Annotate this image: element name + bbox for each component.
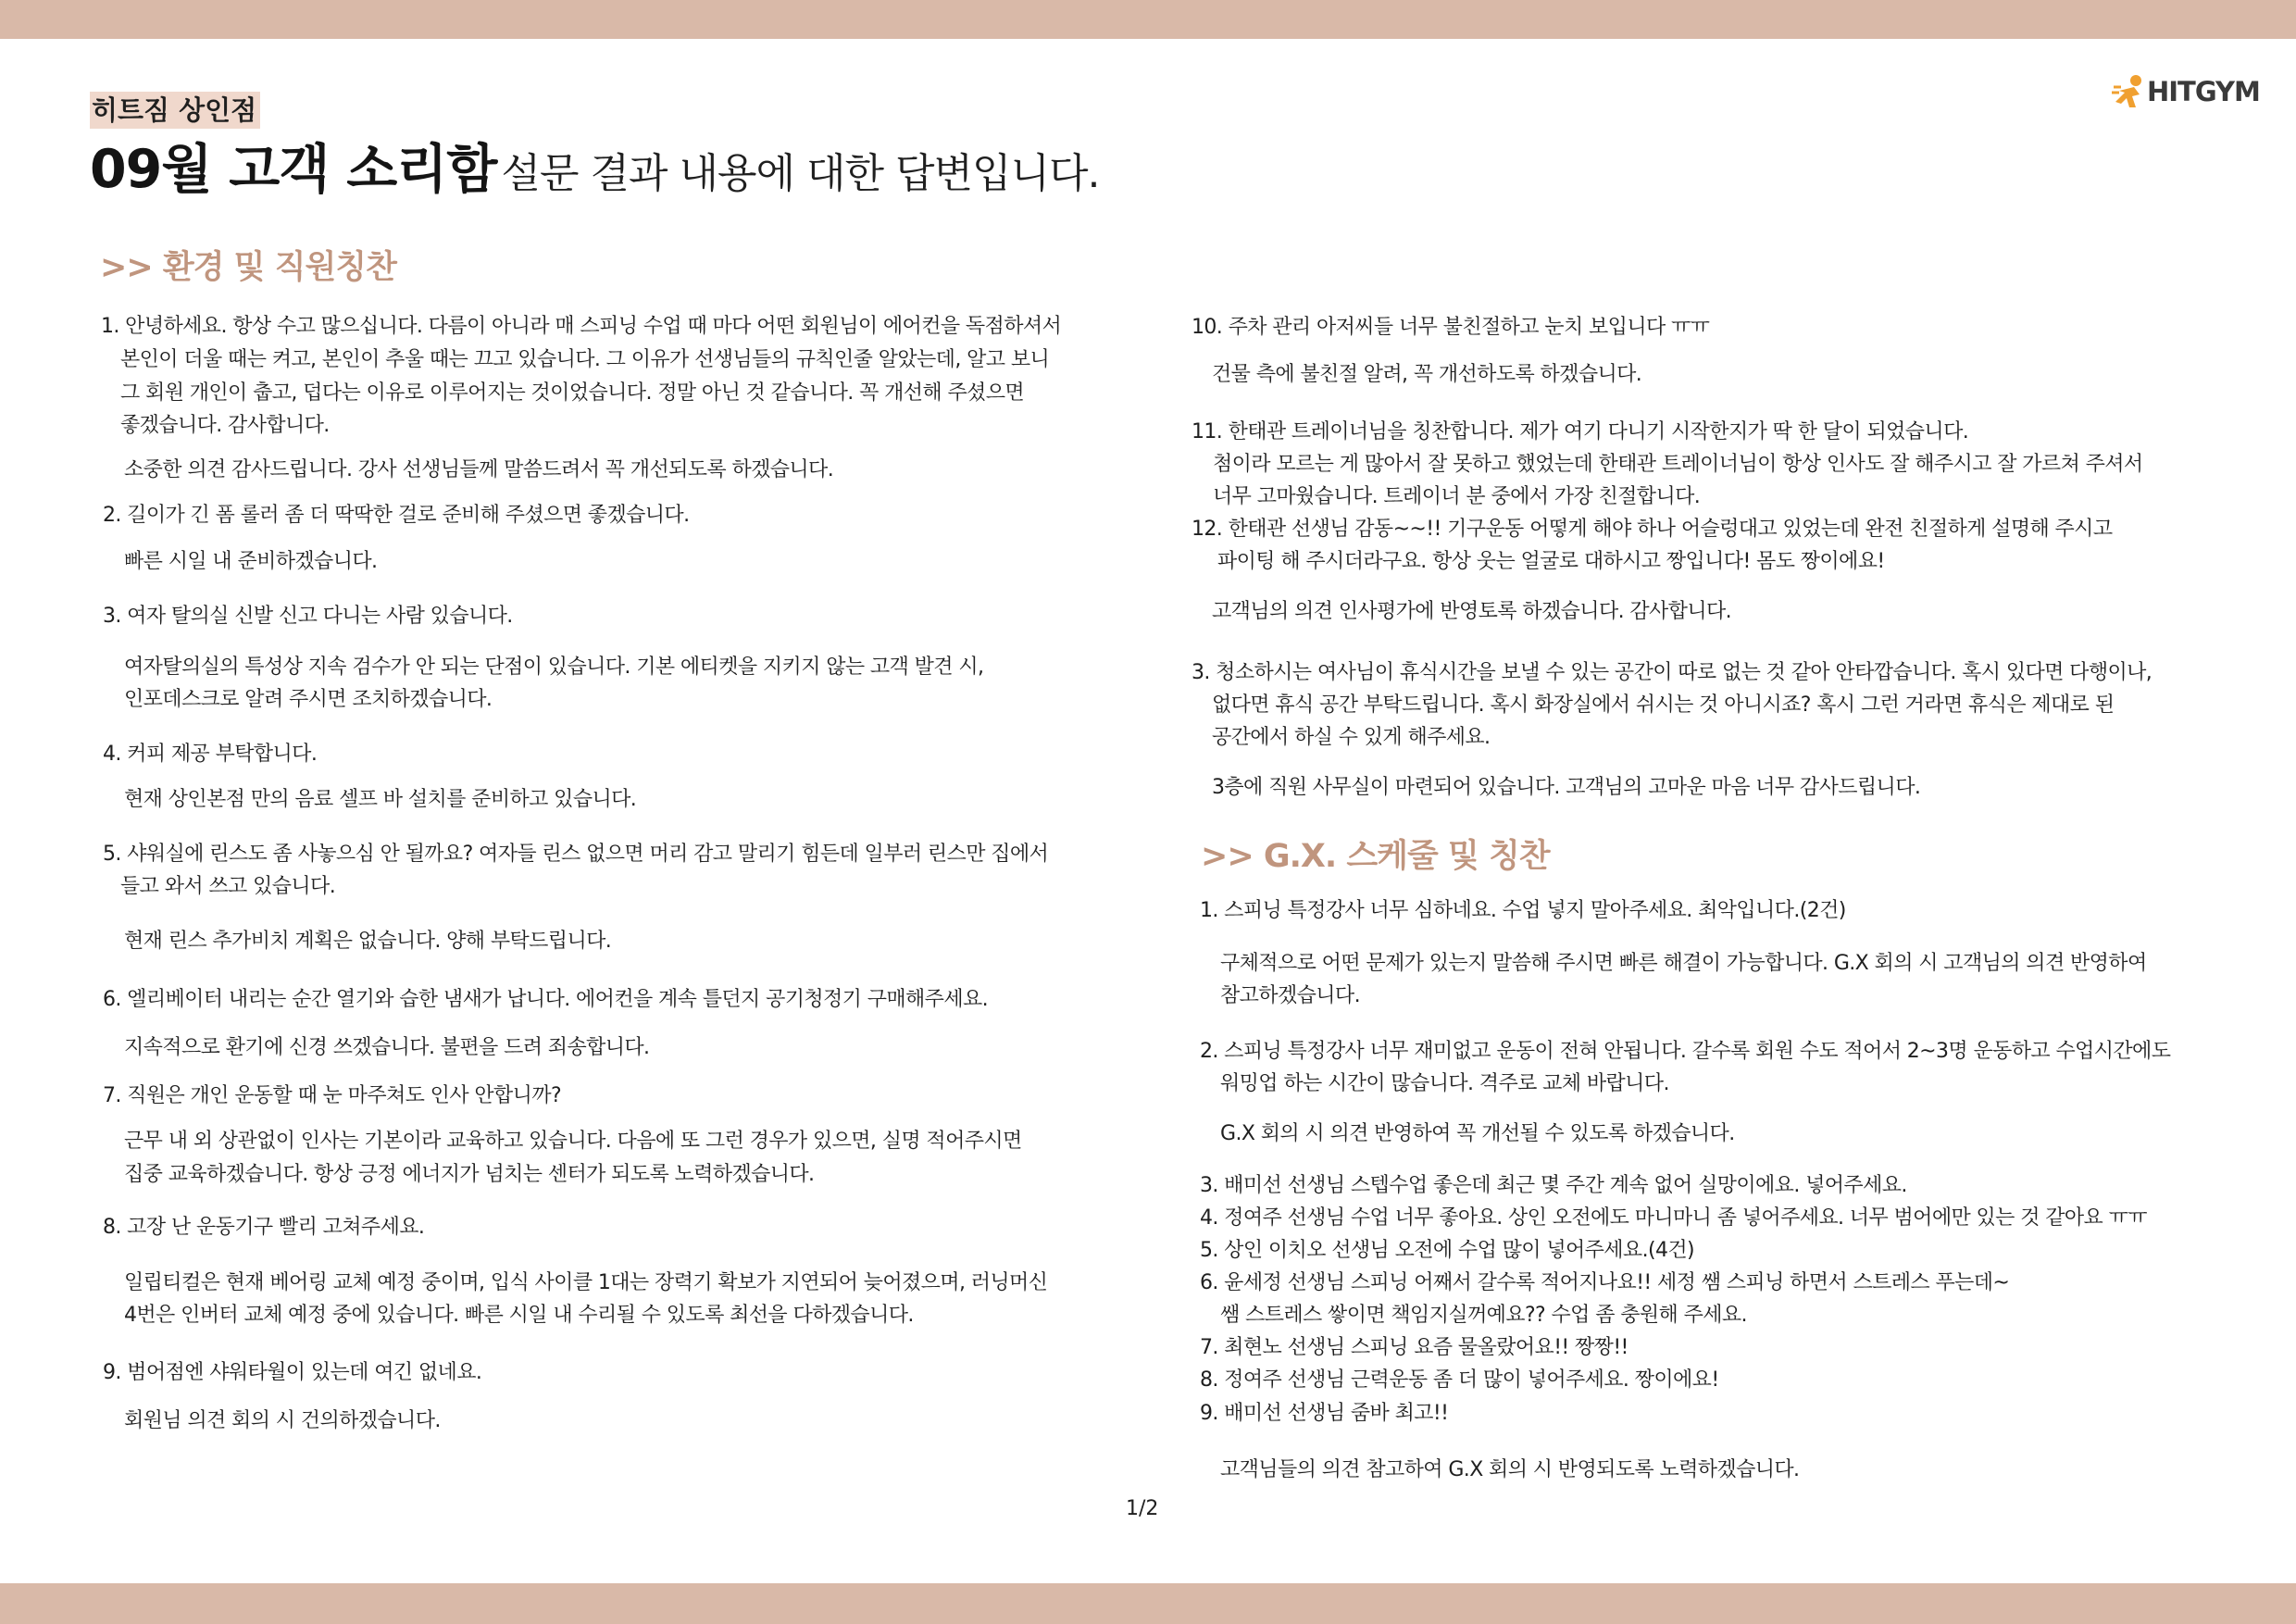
section-gx-title: >> G.X. 스케줄 및 칭찬: [1201, 838, 1550, 875]
title-main: 09월 고객 소리함: [90, 139, 497, 200]
left-answer: 일립티컬은 현재 베어링 교체 예정 중이며, 입식 사이클 1대는 장력기 확보가 지연되어 늦어졌으며, 러닝머신: [124, 1271, 1048, 1294]
left-line: 본인이 더울 때는 켜고, 본인이 추울 때는 끄고 있습니다. 그 이유가 선생님들의 규칙인줄 알았는데, 알고 보니: [120, 348, 1050, 371]
right-line: 첨이라 모르는 게 많아서 잘 못하고 했었는데 한태관 트레이너님이 항상 인사도 잘 해주시고 잘 가르쳐 주셔서: [1213, 453, 2143, 476]
left-line: 3. 여자 탈의실 신발 신고 다니는 사람 있습니다.: [103, 605, 513, 628]
right-answer: 고객님의 의견 인사평가에 반영토록 하겠습니다. 감사합니다.: [1212, 600, 1732, 623]
bottom-band: [0, 1583, 2296, 1624]
left-answer: 근무 내 외 상관없이 인사는 기본이라 교육하고 있습니다. 다음에 또 그런 경우가 있으면, 실명 적어주시면: [124, 1130, 1022, 1153]
store-name: 히트짐 상인점: [90, 92, 260, 129]
left-answer: 4번은 인버터 교체 예정 중에 있습니다. 빠른 시일 내 수리될 수 있도록 최선을 다하겠습니다.: [124, 1304, 914, 1327]
right-line: 공간에서 하실 수 있게 해주세요.: [1212, 726, 1491, 749]
left-line: 1. 안녕하세요. 항상 수고 많으십니다. 다름이 아니라 매 스피닝 수업 때 마다 어떤 회원님이 에어컨을 독점하셔서: [101, 315, 1062, 338]
hitgym-logo: [2112, 72, 2260, 111]
right-line: 1. 스피닝 특정강사 너무 심하네요. 수업 넣지 말아주세요. 최악입니다.(2건): [1200, 899, 1846, 922]
section-env-title: >> 환경 및 직원칭찬: [100, 249, 396, 286]
right-line: 너무 고마웠습니다. 트레이너 분 중에서 가장 친절합니다.: [1213, 485, 1701, 508]
right-line: 11. 한태관 트레이너님을 칭찬합니다. 제가 여기 다니기 시작한지가 딱 한 달이 되었습니다.: [1192, 420, 1969, 443]
left-line: 좋겠습니다. 감사합니다.: [120, 414, 330, 437]
left-answer: 빠른 시일 내 준비하겠습니다.: [124, 550, 378, 573]
right-line: 12. 한태관 선생님 감동~~!! 기구운동 어떻게 해야 하나 어슬렁대고 있었는데 완전 친절하게 설명해 주시고: [1192, 518, 2113, 541]
right-line: 8. 정여주 선생님 근력운동 좀 더 많이 넣어주세요. 짱이에요!: [1200, 1368, 1719, 1392]
left-answer: 현재 린스 추가비치 계획은 없습니다. 양해 부탁드립니다.: [124, 930, 612, 953]
right-line: 10. 주차 관리 아저씨들 너무 불친절하고 눈치 보입니다 ㅠㅠ: [1192, 316, 1710, 339]
right-answer: 고객님들의 의견 참고하여 G.X 회의 시 반영되도록 노력하겠습니다.: [1220, 1458, 1800, 1481]
runner-icon: [2112, 72, 2149, 111]
left-line: 2. 길이가 긴 폼 롤러 좀 더 딱딱한 걸로 준비해 주셨으면 좋겠습니다.: [103, 504, 690, 527]
left-line: 8. 고장 난 운동기구 빨리 고쳐주세요.: [103, 1216, 425, 1239]
left-line: 그 회원 개인이 춥고, 덥다는 이유로 이루어지는 것이었습니다. 정말 아닌 것 같습니다. 꼭 개선해 주셨으면: [120, 381, 1025, 405]
right-answer: 구체적으로 어떤 문제가 있는지 말씀해 주시면 빠른 해결이 가능합니다. G.X 회의 시 고객님의 의견 반영하여: [1220, 952, 2147, 975]
title-sub: 설문 결과 내용에 대한 답변입니다.: [501, 150, 1100, 197]
right-answer: G.X 회의 시 의견 반영하여 꼭 개선될 수 있도록 하겠습니다.: [1220, 1122, 1735, 1145]
logo-text: HITGYM: [2147, 76, 2260, 107]
right-line: 7. 최현노 선생님 스피닝 요즘 물올랐어요!! 짱짱!!: [1200, 1336, 1628, 1359]
right-line: 없다면 휴식 공간 부탁드립니다. 혹시 화장실에서 쉬시는 것 아니시죠? 혹시 그런 거라면 휴식은 제대로 된: [1212, 693, 2115, 717]
left-line: 5. 샤워실에 린스도 좀 사놓으심 안 될까요? 여자들 린스 없으면 머리 감고 말리기 힘든데 일부러 린스만 집에서: [103, 843, 1049, 866]
right-line: 9. 배미선 선생님 줌바 최고!!: [1200, 1402, 1449, 1425]
left-answer: 현재 상인본점 만의 음료 셀프 바 설치를 준비하고 있습니다.: [124, 788, 637, 811]
top-band: [0, 0, 2296, 39]
left-answer: 집중 교육하겠습니다. 항상 긍정 에너지가 넘치는 센터가 되도록 노력하겠습니다.: [124, 1163, 815, 1186]
right-line: 6. 윤세정 선생님 스피닝 어째서 갈수록 적어지나요!! 세정 쌤 스피닝 하면서 스트레스 푸는데~: [1200, 1271, 2010, 1294]
left-answer: 여자탈의실의 특성상 지속 검수가 안 되는 단점이 있습니다. 기본 에티켓을 지키지 않는 고객 발견 시,: [124, 656, 984, 679]
page-number: 1/2: [1126, 1497, 1159, 1520]
right-line: 3. 청소하시는 여사님이 휴식시간을 보낼 수 있는 공간이 따로 없는 것 같아 안타깝습니다. 혹시 있다면 다행이나,: [1192, 661, 2152, 684]
left-line: 4. 커피 제공 부탁합니다.: [103, 743, 318, 766]
right-line: 3. 배미선 선생님 스텝수업 좋은데 최근 몇 주간 계속 없어 실망이에요. 넣어주세요.: [1200, 1174, 1907, 1197]
left-answer: 인포데스크로 알려 주시면 조치하겠습니다.: [124, 688, 493, 711]
right-line: 파이팅 해 주시더라구요. 항상 웃는 얼굴로 대하시고 짱입니다! 몸도 짱이에요!: [1217, 550, 1885, 573]
left-line: 들고 와서 쓰고 있습니다.: [120, 875, 336, 898]
left-line: 6. 엘리베이터 내리는 순간 열기와 습한 냄새가 납니다. 에어컨을 계속 틀던지 공기청정기 구매해주세요.: [103, 988, 989, 1011]
right-line: 워밍업 하는 시간이 많습니다. 격주로 교체 바랍니다.: [1220, 1072, 1669, 1095]
left-line: 9. 범어점엔 샤워타월이 있는데 여긴 없네요.: [103, 1361, 482, 1384]
right-line: 2. 스피닝 특정강사 너무 재미없고 운동이 전혀 안됩니다. 갈수록 회원 수도 적어서 2~3명 운동하고 수업시간에도: [1200, 1040, 2171, 1063]
left-answer: 회원님 의견 회의 시 건의하겠습니다.: [124, 1409, 441, 1432]
left-answer: 소중한 의견 감사드립니다. 강사 선생님들께 말씀드려서 꼭 개선되도록 하겠습니다.: [124, 458, 834, 481]
right-answer: 건물 측에 불친절 알려, 꼭 개선하도록 하겠습니다.: [1212, 363, 1642, 386]
right-line: 5. 상인 이치오 선생님 오전에 수업 많이 넣어주세요.(4건): [1200, 1239, 1694, 1262]
right-line: 쌤 스트레스 쌓이면 책임지실꺼예요?? 수업 좀 충원해 주세요.: [1220, 1304, 1747, 1327]
right-answer: 3층에 직원 사무실이 마련되어 있습니다. 고객님의 고마운 마음 너무 감사드립니다.: [1212, 776, 1921, 799]
page-title: [90, 135, 1099, 217]
right-line: 4. 정여주 선생님 수업 너무 좋아요. 상인 오전에도 마니마니 좀 넣어주세요. 너무 범어에만 있는 것 같아요 ㅠㅠ: [1200, 1206, 2147, 1230]
right-answer: 참고하겠습니다.: [1220, 984, 1360, 1007]
left-answer: 지속적으로 환기에 신경 쓰겠습니다. 불편을 드려 죄송합니다.: [124, 1036, 650, 1059]
left-line: 7. 직원은 개인 운동할 때 눈 마주쳐도 인사 안합니까?: [103, 1084, 562, 1107]
